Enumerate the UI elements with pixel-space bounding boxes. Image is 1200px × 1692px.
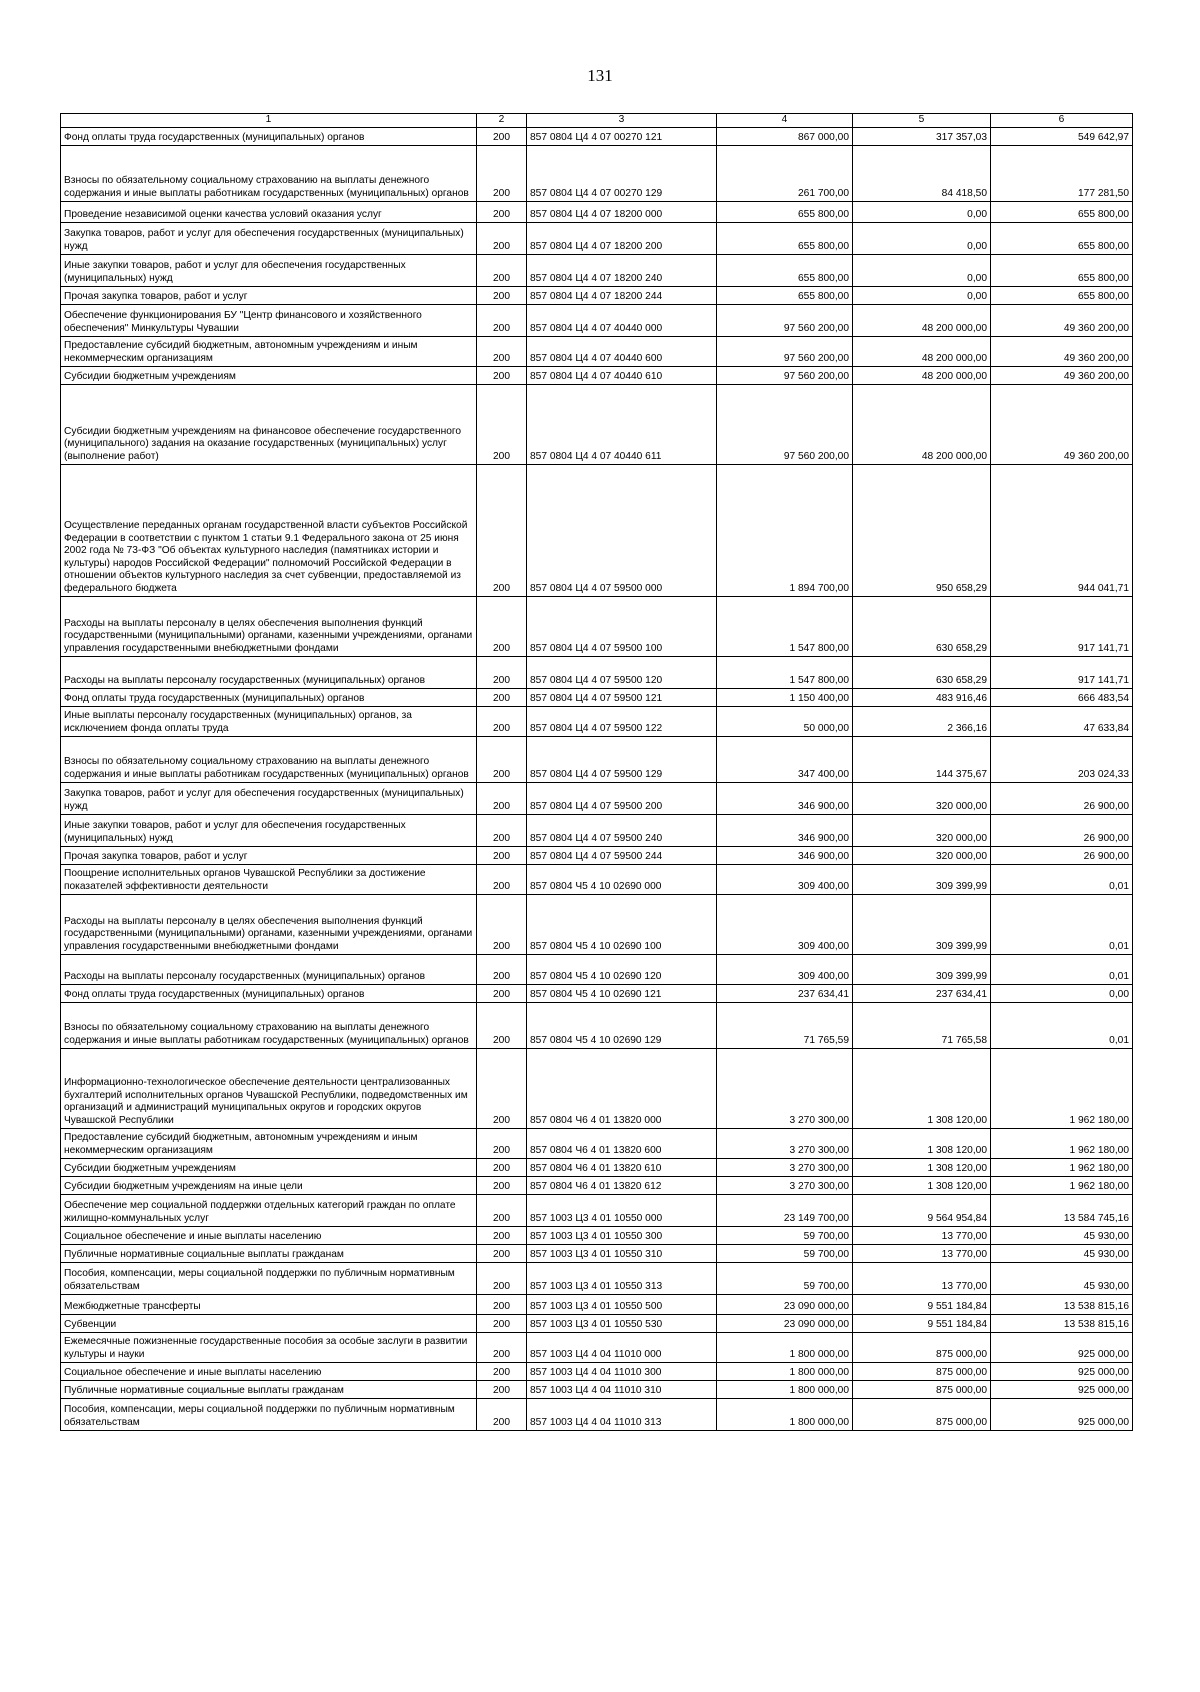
cell-planned: 97 560 200,00 [717,305,853,337]
cell-remaining: 1 962 180,00 [991,1177,1133,1195]
cell-executed: 84 418,50 [853,146,991,202]
cell-executed: 320 000,00 [853,815,991,847]
table-row [61,815,1133,847]
table-row [61,1129,1133,1159]
cell-name: Закупка товаров, работ и услуг для обеспечения государственных (муниципальных) нужд [61,223,477,255]
cell-name: Предоставление субсидий бюджетным, автономным учреждениям и иным некоммерческим организациям [61,337,477,367]
cell-section: 200 [477,1363,527,1381]
page-number: 131 [587,66,613,85]
cell-name: Расходы на выплаты персоналу государственных (муниципальных) органов [61,955,477,985]
cell-section: 200 [477,1263,527,1295]
cell-section: 200 [477,1399,527,1431]
cell-planned: 309 400,00 [717,895,853,955]
cell-code: 857 0804 Ц4 4 07 18200 240 [527,255,717,287]
cell-name: Проведение независимой оценки качества условий оказания услуг [61,202,477,223]
cell-name: Информационно-технологическое обеспечение деятельности централизованных бухгалтерий исполнительных органов Чувашской Республики, подведомственных им организаций и администраций муниципальных округов и городских округов Чувашской Республики [61,1049,477,1129]
cell-remaining: 0,01 [991,955,1133,985]
cell-planned: 1 547 800,00 [717,657,853,689]
cell-planned: 97 560 200,00 [717,385,853,465]
cell-executed: 320 000,00 [853,783,991,815]
cell-remaining: 655 800,00 [991,287,1133,305]
cell-code: 857 0804 Ч5 4 10 02690 121 [527,985,717,1003]
table-row [61,707,1133,737]
cell-executed: 309 399,99 [853,955,991,985]
table-row [61,783,1133,815]
cell-remaining: 925 000,00 [991,1381,1133,1399]
cell-remaining: 45 930,00 [991,1245,1133,1263]
cell-code: 857 0804 Ч5 4 10 02690 129 [527,1003,717,1049]
cell-code: 857 0804 Ч6 4 01 13820 600 [527,1129,717,1159]
cell-section: 200 [477,337,527,367]
cell-remaining: 666 483,54 [991,689,1133,707]
cell-remaining: 26 900,00 [991,783,1133,815]
cell-executed: 48 200 000,00 [853,385,991,465]
cell-executed: 71 765,58 [853,1003,991,1049]
cell-remaining: 655 800,00 [991,223,1133,255]
cell-executed: 1 308 120,00 [853,1159,991,1177]
cell-remaining: 549 642,97 [991,128,1133,146]
cell-executed: 630 658,29 [853,597,991,657]
cell-executed: 144 375,67 [853,737,991,783]
cell-code: 857 1003 Ц3 4 01 10550 530 [527,1315,717,1333]
table-row [61,1245,1133,1263]
cell-name: Пособия, компенсации, меры социальной поддержки по публичным нормативным обязательствам [61,1263,477,1295]
cell-executed: 48 200 000,00 [853,337,991,367]
cell-section: 200 [477,305,527,337]
cell-section: 200 [477,202,527,223]
cell-name: Иные закупки товаров, работ и услуг для обеспечения государственных (муниципальных) нужд [61,815,477,847]
cell-remaining: 49 360 200,00 [991,337,1133,367]
cell-executed: 237 634,41 [853,985,991,1003]
cell-executed: 309 399,99 [853,865,991,895]
cell-name: Закупка товаров, работ и услуг для обеспечения государственных (муниципальных) нужд [61,783,477,815]
table-row [61,1381,1133,1399]
cell-name: Расходы на выплаты персоналу в целях обеспечения выполнения функций государственными (муниципальными) органами, казенными учреждениями, органами управления государственными внебюджетными фондами [61,895,477,955]
cell-planned: 1 800 000,00 [717,1363,853,1381]
cell-section: 200 [477,815,527,847]
cell-section: 200 [477,895,527,955]
cell-name: Иные закупки товаров, работ и услуг для обеспечения государственных (муниципальных) нужд [61,255,477,287]
cell-name: Фонд оплаты труда государственных (муниципальных) органов [61,128,477,146]
cell-executed: 630 658,29 [853,657,991,689]
cell-remaining: 49 360 200,00 [991,367,1133,385]
cell-code: 857 0804 Ц4 4 07 40440 611 [527,385,717,465]
cell-planned: 237 634,41 [717,985,853,1003]
cell-remaining: 13 538 815,16 [991,1315,1133,1333]
cell-planned: 346 900,00 [717,815,853,847]
cell-code: 857 1003 Ц4 4 04 11010 313 [527,1399,717,1431]
cell-planned: 3 270 300,00 [717,1049,853,1129]
cell-name: Пособия, компенсации, меры социальной поддержки по публичным нормативным обязательствам [61,1399,477,1431]
cell-planned: 867 000,00 [717,128,853,146]
column-header-code: 3 [527,114,717,128]
cell-name: Взносы по обязательному социальному страхованию на выплаты денежного содержания и иные выплаты работникам государственных (муниципальных) органов [61,1003,477,1049]
cell-name: Иные выплаты персоналу государственных (муниципальных) органов, за исключением фонда оплаты труда [61,707,477,737]
cell-code: 857 0804 Ц4 4 07 59500 200 [527,783,717,815]
cell-section: 200 [477,385,527,465]
cell-planned: 59 700,00 [717,1245,853,1263]
cell-planned: 23 090 000,00 [717,1295,853,1315]
table-row [61,1227,1133,1245]
cell-section: 200 [477,146,527,202]
cell-planned: 346 900,00 [717,783,853,815]
cell-name: Прочая закупка товаров, работ и услуг [61,847,477,865]
cell-remaining: 47 633,84 [991,707,1133,737]
cell-code: 857 0804 Ц4 4 07 40440 000 [527,305,717,337]
cell-executed: 48 200 000,00 [853,367,991,385]
cell-name: Социальное обеспечение и иные выплаты населению [61,1227,477,1245]
cell-planned: 1 800 000,00 [717,1399,853,1431]
table-row [61,895,1133,955]
cell-name: Публичные нормативные социальные выплаты гражданам [61,1245,477,1263]
cell-section: 200 [477,689,527,707]
cell-executed: 9 551 184,84 [853,1315,991,1333]
cell-planned: 309 400,00 [717,865,853,895]
cell-executed: 13 770,00 [853,1263,991,1295]
cell-remaining: 203 024,33 [991,737,1133,783]
table-row [61,255,1133,287]
table-row [61,1295,1133,1315]
cell-section: 200 [477,597,527,657]
cell-name: Социальное обеспечение и иные выплаты населению [61,1363,477,1381]
cell-name: Межбюджетные трансферты [61,1295,477,1315]
cell-planned: 1 800 000,00 [717,1381,853,1399]
cell-code: 857 1003 Ц4 4 04 11010 000 [527,1333,717,1363]
cell-planned: 97 560 200,00 [717,367,853,385]
table-row [61,223,1133,255]
cell-planned: 1 800 000,00 [717,1333,853,1363]
cell-executed: 875 000,00 [853,1381,991,1399]
table-row [61,1049,1133,1129]
cell-remaining: 655 800,00 [991,255,1133,287]
cell-planned: 1 894 700,00 [717,465,853,597]
table-row [61,1263,1133,1295]
cell-code: 857 0804 Ч6 4 01 13820 000 [527,1049,717,1129]
table-row [61,146,1133,202]
table-row [61,1399,1133,1431]
cell-name: Субсидии бюджетным учреждениям [61,367,477,385]
cell-executed: 48 200 000,00 [853,305,991,337]
cell-planned: 347 400,00 [717,737,853,783]
cell-remaining: 0,01 [991,1003,1133,1049]
cell-remaining: 1 962 180,00 [991,1129,1133,1159]
cell-code: 857 1003 Ц4 4 04 11010 310 [527,1381,717,1399]
cell-name: Предоставление субсидий бюджетным, автономным учреждениям и иным некоммерческим организациям [61,1129,477,1159]
table-row [61,1195,1133,1227]
cell-remaining: 925 000,00 [991,1363,1133,1381]
cell-section: 200 [477,1049,527,1129]
cell-remaining: 925 000,00 [991,1333,1133,1363]
cell-code: 857 0804 Ц4 4 07 59500 244 [527,847,717,865]
cell-planned: 23 149 700,00 [717,1195,853,1227]
cell-executed: 309 399,99 [853,895,991,955]
header-row [61,114,1133,128]
cell-code: 857 0804 Ц4 4 07 40440 600 [527,337,717,367]
cell-planned: 346 900,00 [717,847,853,865]
cell-executed: 9 551 184,84 [853,1295,991,1315]
cell-name: Расходы на выплаты персоналу государственных (муниципальных) органов [61,657,477,689]
table-row [61,202,1133,223]
cell-code: 857 1003 Ц3 4 01 10550 310 [527,1245,717,1263]
cell-section: 200 [477,1129,527,1159]
cell-remaining: 13 538 815,16 [991,1295,1133,1315]
table-row [61,1315,1133,1333]
cell-remaining: 26 900,00 [991,815,1133,847]
cell-section: 200 [477,847,527,865]
cell-name: Публичные нормативные социальные выплаты гражданам [61,1381,477,1399]
cell-planned: 3 270 300,00 [717,1129,853,1159]
table-row [61,597,1133,657]
cell-name: Взносы по обязательному социальному страхованию на выплаты денежного содержания и иные выплаты работникам государственных (муниципальных) органов [61,146,477,202]
cell-planned: 1 547 800,00 [717,597,853,657]
cell-section: 200 [477,1227,527,1245]
cell-code: 857 1003 Ц4 4 04 11010 300 [527,1363,717,1381]
cell-name: Обеспечение функционирования БУ "Центр финансового и хозяйственного обеспечения" Минкультуры Чувашии [61,305,477,337]
cell-section: 200 [477,1315,527,1333]
table-row [61,1363,1133,1381]
cell-planned: 655 800,00 [717,202,853,223]
cell-code: 857 0804 Ц4 4 07 59500 129 [527,737,717,783]
cell-remaining: 0,01 [991,865,1133,895]
table-row [61,337,1133,367]
cell-section: 200 [477,1295,527,1315]
cell-planned: 655 800,00 [717,223,853,255]
column-header-section: 2 [477,114,527,128]
cell-section: 200 [477,1245,527,1263]
cell-planned: 50 000,00 [717,707,853,737]
cell-code: 857 0804 Ц4 4 07 40440 610 [527,367,717,385]
cell-section: 200 [477,223,527,255]
cell-remaining: 1 962 180,00 [991,1049,1133,1129]
cell-planned: 1 150 400,00 [717,689,853,707]
cell-code: 857 0804 Ц4 4 07 00270 129 [527,146,717,202]
cell-executed: 320 000,00 [853,847,991,865]
column-header-name: 1 [61,114,477,128]
cell-name: Субсидии бюджетным учреждениям на иные цели [61,1177,477,1195]
cell-executed: 1 308 120,00 [853,1049,991,1129]
cell-remaining: 177 281,50 [991,146,1133,202]
cell-remaining: 0,00 [991,985,1133,1003]
cell-remaining: 0,01 [991,895,1133,955]
cell-code: 857 1003 Ц3 4 01 10550 000 [527,1195,717,1227]
cell-section: 200 [477,1333,527,1363]
table-row [61,128,1133,146]
cell-planned: 655 800,00 [717,255,853,287]
cell-code: 857 1003 Ц3 4 01 10550 313 [527,1263,717,1295]
cell-name: Фонд оплаты труда государственных (муниципальных) органов [61,689,477,707]
cell-code: 857 1003 Ц3 4 01 10550 500 [527,1295,717,1315]
column-header-planned: 4 [717,114,853,128]
cell-remaining: 26 900,00 [991,847,1133,865]
cell-remaining: 49 360 200,00 [991,385,1133,465]
cell-code: 857 0804 Ц4 4 07 00270 121 [527,128,717,146]
cell-remaining: 1 962 180,00 [991,1159,1133,1177]
cell-planned: 23 090 000,00 [717,1315,853,1333]
table-row [61,865,1133,895]
cell-section: 200 [477,1381,527,1399]
cell-code: 857 0804 Ц4 4 07 18200 000 [527,202,717,223]
cell-remaining: 13 584 745,16 [991,1195,1133,1227]
cell-name: Субсидии бюджетным учреждениям [61,1159,477,1177]
cell-executed: 317 357,03 [853,128,991,146]
cell-executed: 950 658,29 [853,465,991,597]
cell-code: 857 0804 Ч5 4 10 02690 000 [527,865,717,895]
cell-code: 857 0804 Ч6 4 01 13820 610 [527,1159,717,1177]
cell-code: 857 0804 Ч5 4 10 02690 120 [527,955,717,985]
cell-executed: 0,00 [853,287,991,305]
cell-executed: 875 000,00 [853,1363,991,1381]
cell-code: 857 0804 Ц4 4 07 59500 122 [527,707,717,737]
cell-executed: 875 000,00 [853,1399,991,1431]
table-row [61,1003,1133,1049]
cell-executed: 0,00 [853,255,991,287]
cell-code: 857 0804 Ц4 4 07 18200 244 [527,287,717,305]
cell-planned: 309 400,00 [717,955,853,985]
cell-planned: 97 560 200,00 [717,337,853,367]
cell-section: 200 [477,1195,527,1227]
cell-section: 200 [477,865,527,895]
table-row [61,657,1133,689]
cell-name: Прочая закупка товаров, работ и услуг [61,287,477,305]
cell-section: 200 [477,287,527,305]
cell-executed: 1 308 120,00 [853,1177,991,1195]
column-header-remaining: 6 [991,114,1133,128]
cell-code: 857 0804 Ч5 4 10 02690 100 [527,895,717,955]
cell-remaining: 45 930,00 [991,1263,1133,1295]
table-row [61,1177,1133,1195]
table-row [61,1159,1133,1177]
cell-code: 857 0804 Ц4 4 07 59500 000 [527,465,717,597]
cell-executed: 1 308 120,00 [853,1129,991,1159]
cell-name: Фонд оплаты труда государственных (муниципальных) органов [61,985,477,1003]
cell-name: Ежемесячные пожизненные государственные пособия за особые заслуги в развитии культуры и науки [61,1333,477,1363]
table-row [61,385,1133,465]
cell-name: Осуществление переданных органам государственной власти субъектов Российской Федерации в соответствии с пунктом 1 статьи 9.1 Федерального закона от 25 июня 2002 года № 73-ФЗ "Об объектах культурного наследия (памятниках истории и культуры) народов Российской Федерации" полномочий Российской Федерации в отношении объектов культурного наследия за счет субвенции, предоставляемой из федерального бюджета [61,465,477,597]
cell-executed: 0,00 [853,223,991,255]
table-row [61,985,1133,1003]
table-row [61,287,1133,305]
cell-planned: 655 800,00 [717,287,853,305]
cell-executed: 13 770,00 [853,1227,991,1245]
cell-code: 857 0804 Ц4 4 07 59500 121 [527,689,717,707]
cell-section: 200 [477,783,527,815]
cell-section: 200 [477,128,527,146]
cell-section: 200 [477,1159,527,1177]
cell-remaining: 917 141,71 [991,597,1133,657]
cell-code: 857 0804 Ц4 4 07 18200 200 [527,223,717,255]
cell-code: 857 0804 Ц4 4 07 59500 240 [527,815,717,847]
cell-name: Субсидии бюджетным учреждениям на финансовое обеспечение государственного (муниципального) задания на оказание государственных (муниципальных) услуг (выполнение работ) [61,385,477,465]
cell-remaining: 925 000,00 [991,1399,1133,1431]
cell-executed: 13 770,00 [853,1245,991,1263]
cell-section: 200 [477,985,527,1003]
budget-table [60,113,1133,1431]
cell-remaining: 944 041,71 [991,465,1133,597]
cell-executed: 0,00 [853,202,991,223]
cell-remaining: 655 800,00 [991,202,1133,223]
cell-planned: 59 700,00 [717,1227,853,1245]
cell-section: 200 [477,465,527,597]
cell-section: 200 [477,1003,527,1049]
column-header-executed: 5 [853,114,991,128]
cell-name: Поощрение исполнительных органов Чувашской Республики за достижение показателей эффективности деятельности [61,865,477,895]
cell-name: Обеспечение мер социальной поддержки отдельных категорий граждан по оплате жилищно-коммунальных услуг [61,1195,477,1227]
table-row [61,737,1133,783]
cell-code: 857 0804 Ч6 4 01 13820 612 [527,1177,717,1195]
cell-section: 200 [477,367,527,385]
cell-code: 857 1003 Ц3 4 01 10550 300 [527,1227,717,1245]
cell-planned: 3 270 300,00 [717,1159,853,1177]
cell-executed: 9 564 954,84 [853,1195,991,1227]
table-row [61,305,1133,337]
table-row [61,689,1133,707]
cell-code: 857 0804 Ц4 4 07 59500 120 [527,657,717,689]
cell-planned: 261 700,00 [717,146,853,202]
cell-remaining: 49 360 200,00 [991,305,1133,337]
cell-remaining: 45 930,00 [991,1227,1133,1245]
cell-planned: 59 700,00 [717,1263,853,1295]
table-row [61,955,1133,985]
cell-section: 200 [477,255,527,287]
cell-section: 200 [477,707,527,737]
table-row [61,465,1133,597]
cell-executed: 483 916,46 [853,689,991,707]
cell-section: 200 [477,657,527,689]
cell-remaining: 917 141,71 [991,657,1133,689]
cell-name: Взносы по обязательному социальному страхованию на выплаты денежного содержания и иные выплаты работникам государственных (муниципальных) органов [61,737,477,783]
cell-name: Расходы на выплаты персоналу в целях обеспечения выполнения функций государственными (муниципальными) органами, казенными учреждениями, органами управления государственными внебюджетными фондами [61,597,477,657]
cell-code: 857 0804 Ц4 4 07 59500 100 [527,597,717,657]
cell-executed: 2 366,16 [853,707,991,737]
cell-name: Субвенции [61,1315,477,1333]
cell-section: 200 [477,1177,527,1195]
cell-section: 200 [477,737,527,783]
table-row [61,1333,1133,1363]
table-row [61,367,1133,385]
cell-section: 200 [477,955,527,985]
cell-planned: 71 765,59 [717,1003,853,1049]
table-row [61,847,1133,865]
cell-executed: 875 000,00 [853,1333,991,1363]
cell-planned: 3 270 300,00 [717,1177,853,1195]
